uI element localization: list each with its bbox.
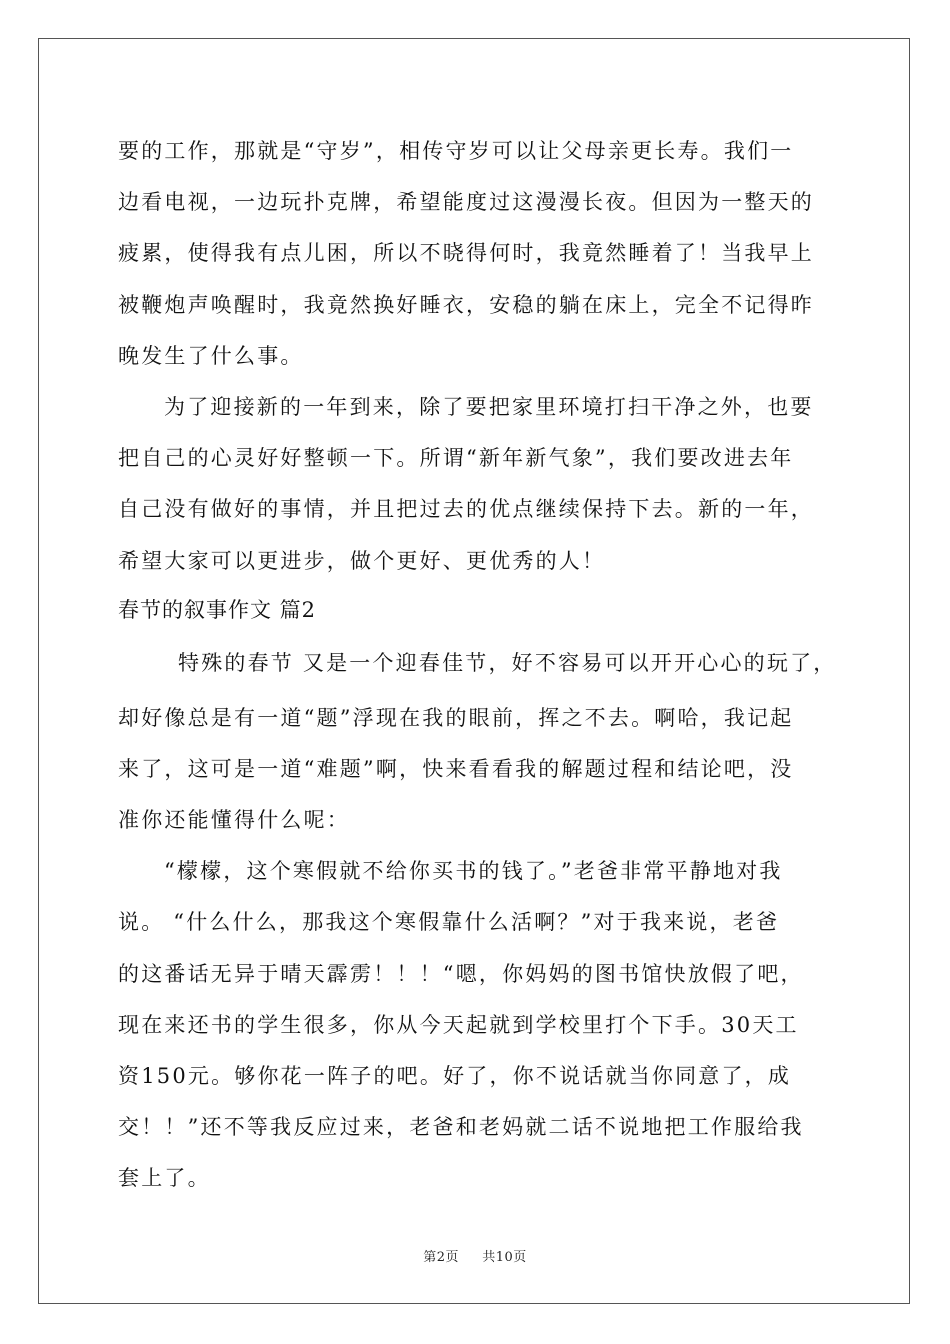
section-heading: 春节的叙事作文 篇2: [118, 597, 317, 622]
text-line: 疲累，使得我有点儿困，所以不晓得何时，我竟然睡着了！当我早上: [118, 241, 814, 266]
document-body: [118, 126, 838, 1205]
text-line: 晚发生了什么事。: [118, 343, 304, 368]
text-line: 自己没有做好的事情，并且把过去的优点继续保持下去。新的一年，: [118, 497, 814, 522]
text-line: 套上了。: [118, 1166, 211, 1191]
paragraph-start-line: 为了迎接新的一年到来，除了要把家里环境打扫干净之外，也要: [164, 394, 814, 419]
text-line: 说。 “什么什么，那我这个寒假靠什么活啊？”对于我来说，老爸: [118, 910, 780, 935]
text-line: 的这番话无异于晴天霹雳！！！“嗯，你妈妈的图书馆快放假了吧，: [118, 961, 804, 986]
text-line: 交！！”还不等我反应过来，老爸和老妈就二话不说地把工作服给我: [118, 1115, 804, 1140]
text-line: 来了，这可是一道“难题”啊，快来看看我的解题过程和结论吧，没: [118, 756, 794, 781]
page-total: 共10页: [482, 1250, 527, 1265]
paragraph-start-line: 特殊的春节 又是一个迎春佳节，好不容易可以开开心心的玩了，: [178, 650, 837, 675]
paragraph-start-line: “檬檬，这个寒假就不给你买书的钱了。”老爸非常平静地对我: [164, 859, 783, 884]
text-line: 却好像总是有一道“题”浮现在我的眼前，挥之不去。啊哈，我记起: [118, 705, 794, 730]
text-line: 希望大家可以更进步，做个更好、更优秀的人！: [118, 548, 606, 573]
text-line: 把自己的心灵好好整顿一下。所谓“新年新气象”，我们要改进去年: [118, 446, 794, 471]
page-footer: [0, 1246, 950, 1265]
page-number: 第2页: [423, 1250, 459, 1265]
text-line: 资150元。够你花一阵子的吧。好了，你不说话就当你同意了，成: [118, 1064, 792, 1088]
text-line: 现在来还书的学生很多，你从今天起就到学校里打个下手。30天工: [118, 1012, 799, 1037]
text-line: 要的工作，那就是“守岁”，相传守岁可以让父母亲更长寿。我们一: [118, 139, 794, 163]
text-line: 准你还能懂得什么呢：: [118, 808, 350, 833]
text-line: 被鞭炮声唤醒时，我竟然换好睡衣，安稳的躺在床上，完全不记得昨: [118, 292, 814, 317]
text-line: 边看电视，一边玩扑克牌，希望能度过这漫漫长夜。但因为一整天的: [118, 190, 814, 215]
